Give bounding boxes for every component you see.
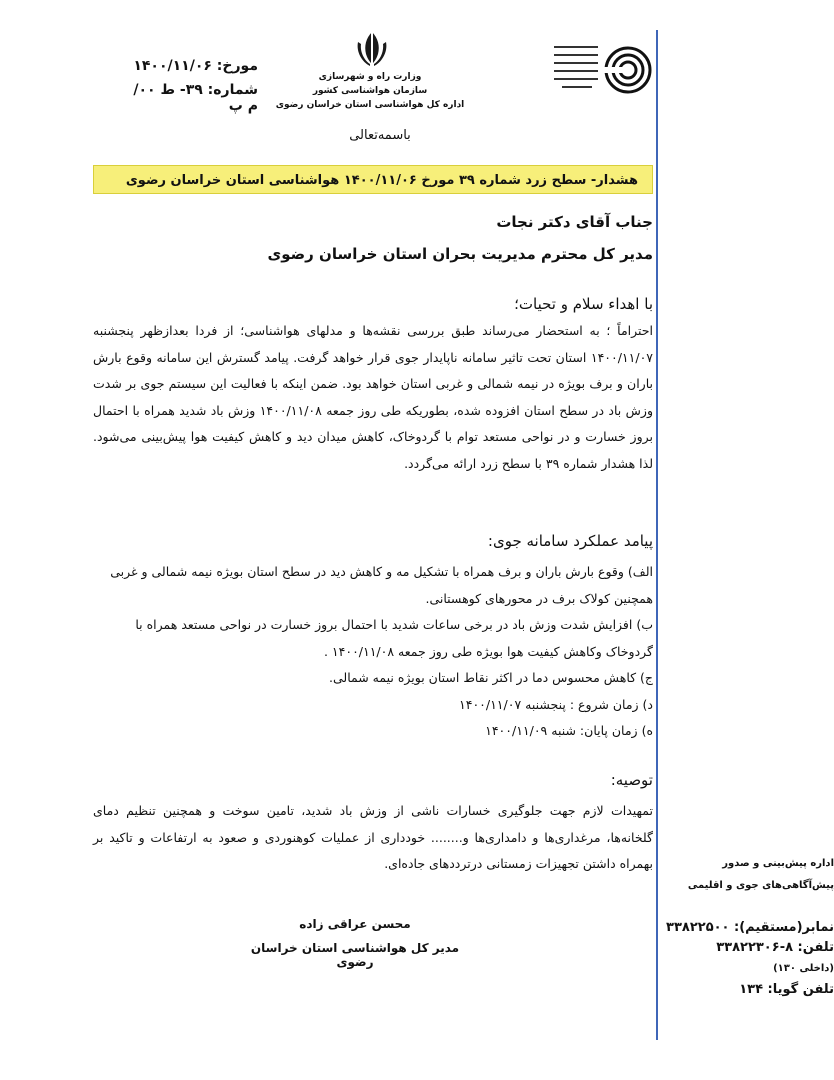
phone-extension: (داخلی ۱۳۰) (773, 963, 834, 974)
department-line-2: پیش‌آگاهی‌های جوی و اقلیمی (687, 880, 834, 891)
list-item: ه) زمان پایان: شنبه ۱۴۰۰/۱۱/۰۹ (485, 723, 653, 738)
document-date: مورخ: ۱۴۰۰/۱۱/۰۶ (133, 58, 258, 74)
warning-banner: هشدار- سطح زرد شماره ۳۹ مورخ ۱۴۰۰/۱۱/۰۶ هواشناسی استان خراسان رضوی (93, 165, 653, 194)
recommendation-text: تمهیدات لازم جهت جلوگیری خسارات ناشی از وزش باد شدید، تامین سوخت و همچنین تنظیم دمای گلخانه‌ها، مرغداری‌ها و دامداری‌ها و........ خودداری از عملیات کوهنوردی و صعود به ارتفاعات و تاکید بر بهمراه داشتن تجهیزات زمستانی درترددهای جاده‌ای. (93, 803, 653, 871)
recommendation-title: توصیه: (610, 771, 653, 789)
signatory-title: مدیر کل هواشناسی استان خراسان رضوی (250, 941, 460, 969)
iran-emblem-icon (352, 28, 392, 70)
margin-divider (656, 30, 658, 1040)
document-number: شماره: ۳۹- ط ۰۰/ م پ (133, 82, 258, 114)
body-paragraph: احتراماً ؛ به استحضار می‌رساند طبق بررسی نقشه‌ها و مدلهای هواشناسی؛ از فردا بعدازظهر پنجشنبه ۱۴۰۰/۱۱/۰۷ استان تحت تاثیر سامانه ناپایدار جوی قرار خواهد گرفت. پیامد گسترش این سامانه وقوع بارش باران و برف بویژه در نیمه شمالی و غربی استان خواهد بود. ضمن اینکه با فعالیت این سیستم جوی بر شدت وزش باد در سطح استان افزوده شده، بطوریکه طی روز جمعه ۱۴۰۰/۱۱/۰۸ وزش باد شدید همراه با احتمال بروز خسارت و در نواحی مستعد توام با گردوخاک، کاهش میدان دید و کاهش کیفیت هوا پیش‌بینی می‌شود. لذا هشدار شماره ۳۹ با سطح زرد ارائه می‌گردد. (93, 323, 653, 471)
fax-number: نمابر(مستقیم): ۳۳۸۲۲۵۰۰ (666, 920, 834, 935)
greeting: با اهداء سلام و تحیات؛ (514, 295, 653, 313)
addressee-name: جناب آقای دکتر نجات (496, 213, 653, 231)
ministry-name: وزارت راه و شهرسازی (318, 72, 422, 82)
list-item: د) زمان شروع : پنجشنبه ۱۴۰۰/۱۱/۰۷ (459, 696, 653, 712)
addressee-title: مدیر کل محترم مدیریت بحران استان خراسان رضوی (267, 245, 653, 263)
talking-phone: تلفن گویا: ۱۳۴ (739, 982, 834, 997)
ministry-block (270, 70, 470, 112)
signatory-name: محسن عراقی زاده (299, 917, 411, 931)
list-item: ب) افزایش شدت وزش باد در برخی ساعات شدید با احتمال بروز خسارت در نواحی مستعد همراه با گردوخاک وکاهش کیفیت هوا بویژه طی روز جمعه ۱۴۰۰/۱۱/۰۸ . (135, 617, 653, 659)
basmeh: باسمه‌تعالی (349, 128, 411, 143)
list-item: ج) کاهش محسوس دما در اکثر نقاط استان بویژه نیمه شمالی. (329, 670, 653, 685)
office-name: اداره کل هواشناسی استان خراسان رضوی (275, 100, 465, 110)
list-item: الف) وقوع بارش باران و برف همراه با تشکیل مه و کاهش دید در سطح استان بویژه نیمه شمالی و غربی همچنین کولاک برف در محورهای کوهستانی. (110, 564, 653, 606)
meteorological-organization-logo-icon (552, 40, 656, 100)
impacts-title: پیامد عملکرد سامانه جوی: (487, 532, 653, 550)
phone-number: تلفن: ۸-۳۳۸۲۲۳۰۶ (716, 940, 834, 955)
impacts-list (93, 559, 653, 745)
organization-name: سازمان هواشناسی کشور (312, 86, 428, 96)
department-line-1: اداره پیش‌بینی و صدور (722, 858, 834, 869)
